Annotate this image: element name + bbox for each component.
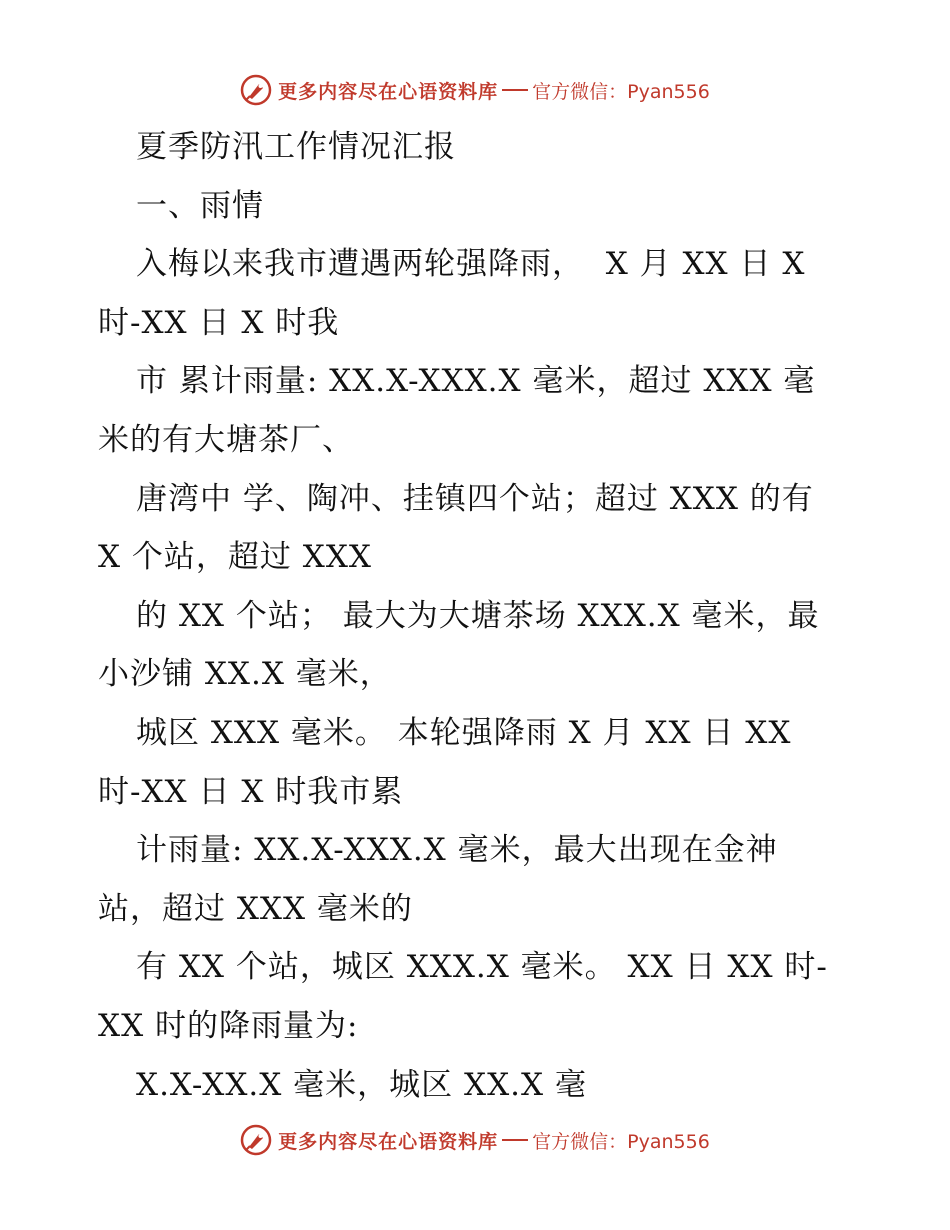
watermark-banner-top bbox=[0, 70, 950, 110]
watermark-dash bbox=[502, 1139, 528, 1141]
paragraph-line: 有 XX 个站，城区 XXX.X 毫米。 XX 日 XX 时- bbox=[136, 949, 828, 986]
paragraph-line: 站，超过 XXX 毫米的 bbox=[98, 890, 413, 927]
document-body bbox=[98, 118, 858, 1114]
section-heading: 一、雨情 bbox=[136, 187, 264, 224]
paragraph-line: 米的有大塘茶厂、 bbox=[98, 421, 354, 458]
paragraph-line: XX 时的降雨量为: bbox=[98, 1007, 359, 1044]
paragraph-line: 时-XX 日 X 时我 bbox=[98, 304, 340, 341]
watermark-banner-bottom bbox=[0, 1120, 950, 1160]
pen-nib-icon bbox=[240, 74, 272, 106]
watermark-main-text: 更多内容尽在心语资料库 bbox=[278, 80, 499, 103]
paragraph-line: X.X-XX.X 毫米，城区 XX.X 毫 bbox=[136, 1066, 587, 1103]
watermark-contact-text: 官方微信：Pyan556 bbox=[532, 1130, 710, 1153]
paragraph-line: 时-XX 日 X 时我市累 bbox=[98, 773, 404, 810]
paragraph-line: 入梅以来我市遭遇两轮强降雨， X 月 XX 日 X bbox=[136, 246, 806, 283]
paragraph-line: 计雨量: XX.X-XXX.X 毫米，最大出现在金神 bbox=[136, 832, 778, 869]
document-title: 夏季防汛工作情况汇报 bbox=[136, 129, 456, 165]
watermark-dash bbox=[502, 89, 528, 91]
watermark-contact-text: 官方微信：Pyan556 bbox=[532, 80, 710, 103]
paragraph-line: 市 累计雨量: XX.X-XXX.X 毫米，超过 XXX 毫 bbox=[136, 363, 816, 400]
paragraph-line: 的 XX 个站； 最大为大塘茶场 XXX.X 毫米，最 bbox=[136, 597, 820, 634]
paragraph-line: 小沙铺 XX.X 毫米， bbox=[98, 656, 392, 693]
pen-nib-icon bbox=[240, 1124, 272, 1156]
watermark-main-text: 更多内容尽在心语资料库 bbox=[278, 1130, 499, 1153]
paragraph-line: 唐湾中 学、陶冲、挂镇四个站；超过 XXX 的有 bbox=[136, 480, 814, 517]
paragraph-line: X 个站，超过 XXX bbox=[98, 539, 372, 576]
paragraph-line: 城区 XXX 毫米。 本轮强降雨 X 月 XX 日 XX bbox=[136, 714, 792, 751]
